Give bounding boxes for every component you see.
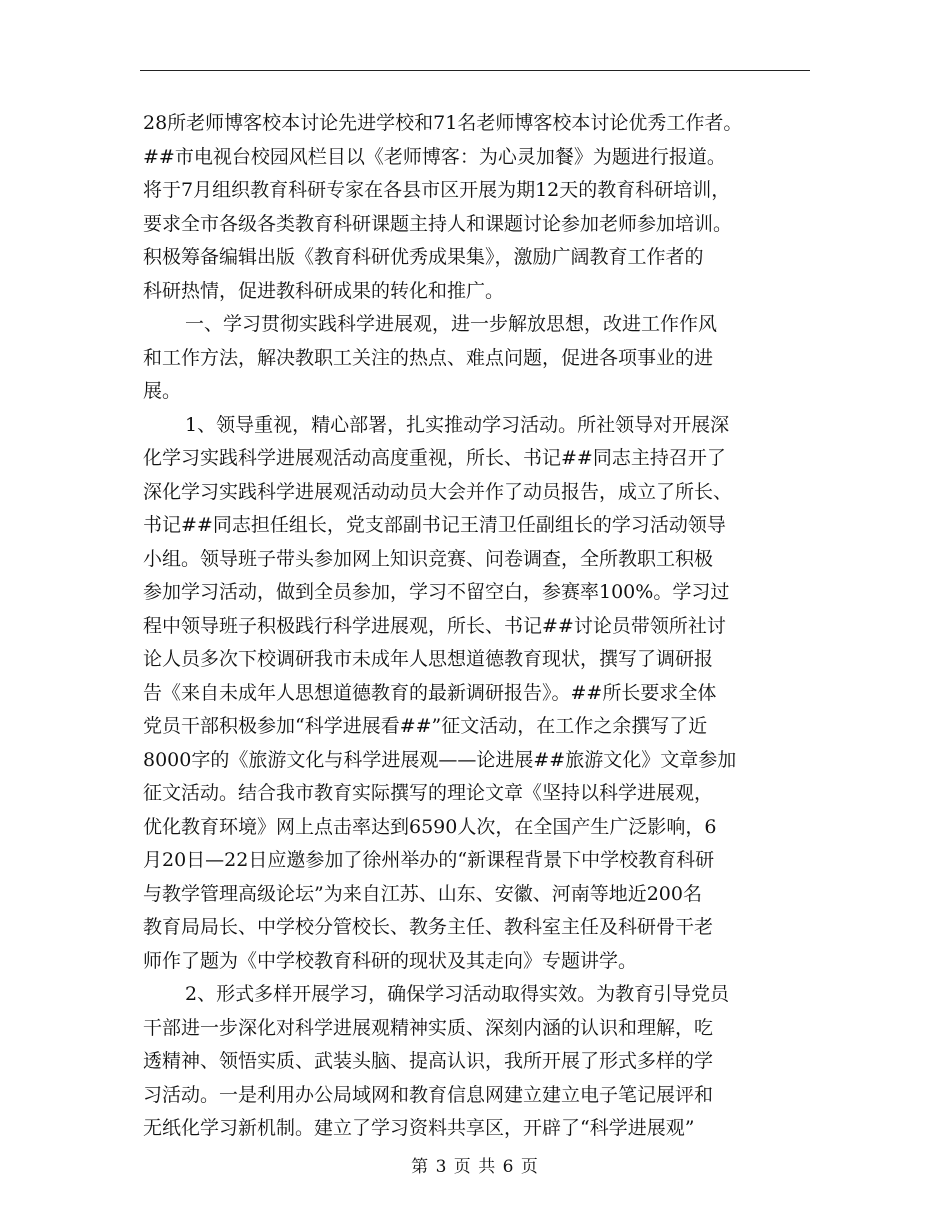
text-line: 教育局局长、中学校分管校长、教务主任、教科室主任及科研骨干老	[143, 916, 714, 938]
text-line: 与教学管理高级论坛”为来自江苏、山东、安徽、河南等地近200名	[143, 882, 702, 905]
text-line: 科研热情，促进教科研成果的转化和推广。	[143, 279, 505, 302]
text-line: 优化教育环境》网上点击率达到6590人次，在全国产生广泛影响，6	[143, 815, 717, 838]
text-line: 展。	[143, 380, 182, 402]
text-line: 28所老师博客校本讨论先进学校和71名老师博客校本讨论优秀工作者。	[143, 112, 743, 134]
paragraph-start: 2、形式多样开展学习，确保学习活动取得实效。为教育引导党员	[185, 983, 730, 1005]
text-line: 无纸化学习新机制。建立了学习资料共享区，开辟了“科学进展观”	[143, 1117, 695, 1139]
text-line: 积极筹备编辑出版《教育科研优秀成果集》，激励广阔教育工作者的	[143, 246, 704, 268]
text-line: 告《来自未成年人思想道德教育的最新调研报告》。##所长要求全体	[143, 681, 717, 704]
header-rule	[140, 70, 810, 71]
document-body	[143, 107, 823, 1146]
text-line: 将于7月组织教育科研专家在各县市区开展为期12天的教育科研培训，	[143, 179, 731, 201]
text-line: 征文活动。结合我市教育实际撰写的理论文章《坚持以科学进展观，	[143, 782, 714, 804]
text-line: 参加学习活动，做到全员参加，学习不留空白，参赛率100%。学习过	[143, 581, 730, 603]
text-line: 党员干部积极参加“科学进展看##”征文活动，在工作之余撰写了近	[143, 715, 708, 737]
text-line: 书记##同志担任组长，党支部副书记王清卫任副组长的学习活动领导	[143, 514, 726, 536]
text-line: 论人员多次下校调研我市未成年人思想道德教育现状，撰写了调研报	[143, 648, 714, 670]
text-line: 程中领导班子积极践行科学进展观，所长、书记##讨论员带领所社讨	[143, 614, 726, 637]
section-heading: 一、学习贯彻实践科学进展观，进一步解放思想，改进工作作风	[185, 313, 718, 335]
text-line: ##市电视台校园风栏目以《老师博客：为心灵加餐》为题进行报道。	[143, 145, 726, 168]
paragraph-start: 1、领导重视，精心部署，扎实推动学习活动。所社领导对开展深	[185, 413, 730, 436]
text-line: 月20日—22日应邀参加了徐州举办的“新课程背景下中学校教育科研	[143, 849, 715, 871]
text-line: 和工作方法，解决教职工关注的热点、难点问题，促进各项事业的进	[143, 346, 714, 369]
text-line: 师作了题为《中学校教育科研的现状及其走向》专题讲学。	[143, 949, 638, 972]
text-line: 透精神、领悟实质、武装头脑、提高认识，我所开展了形式多样的学	[143, 1050, 714, 1072]
text-line: 化学习实践科学进展观活动高度重视，所长、书记##同志主持召开了	[143, 447, 726, 469]
text-line: 干部进一步深化对科学进展观精神实质、深刻内涵的认识和理解，吃	[143, 1016, 714, 1039]
text-line: 习活动。一是利用办公局域网和教育信息网建立建立电子笔记展评和	[143, 1083, 714, 1106]
text-line: 深化学习实践科学进展观活动动员大会并作了动员报告，成立了所长、	[143, 480, 733, 503]
text-line: 8000字的《旅游文化与科学进展观——论进展##旅游文化》文章参加	[143, 748, 737, 771]
text-line: 要求全市各级各类教育科研课题主持人和课题讨论参加老师参加培训。	[143, 212, 733, 235]
page-footer: 第 3 页 共 6 页	[411, 1157, 539, 1177]
text-line: 小组。领导班子带头参加网上知识竞赛、问卷调查，全所教职工积极	[143, 547, 714, 570]
